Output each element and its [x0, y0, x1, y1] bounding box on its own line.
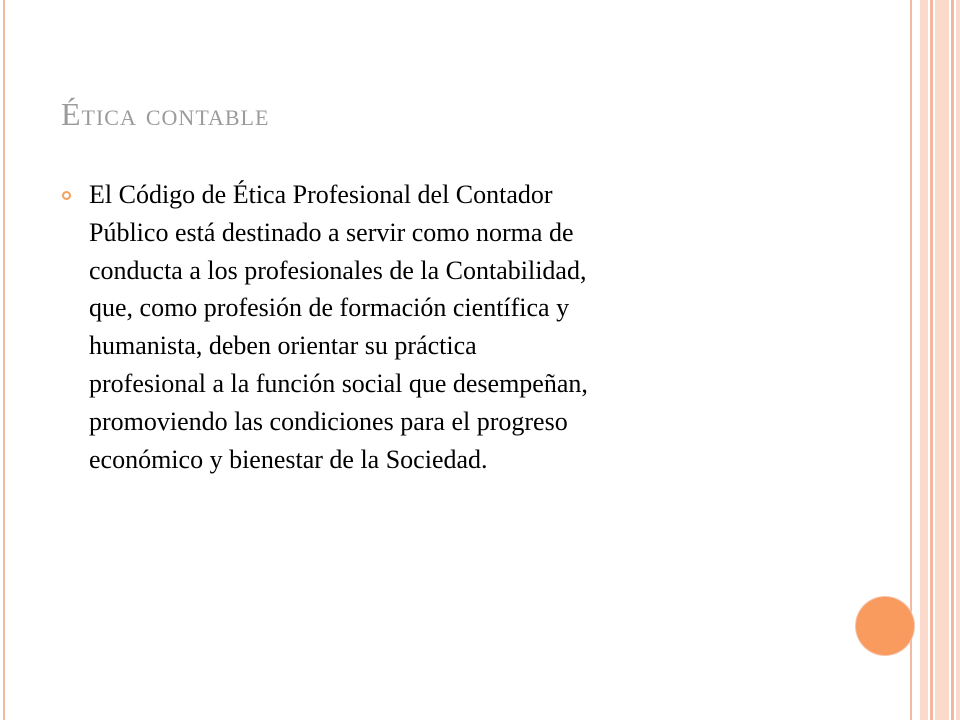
- stripe: [956, 0, 960, 720]
- body-text-line: económico y bienestar de la Sociedad.: [89, 444, 488, 474]
- bullet-list: [62, 176, 802, 478]
- decorative-stripes: [920, 0, 960, 720]
- stripe: [930, 0, 933, 720]
- slide-title: Ética contable: [61, 96, 270, 132]
- accent-circle-icon: [856, 597, 914, 655]
- list-item: [62, 176, 802, 478]
- stripe: [951, 0, 954, 720]
- bullet-ring-icon: [62, 191, 71, 200]
- body-text-line: que, como profesión de formación científica y: [89, 293, 570, 323]
- stripe: [920, 0, 928, 720]
- body-text-line: El Código de Ética Profesional del Contador: [89, 180, 553, 209]
- body-text-line: humanista, deben orientar su práctica: [89, 331, 477, 361]
- body-text-line: profesional a la función social que desempeñan,: [89, 368, 588, 398]
- stripe: [935, 0, 949, 720]
- body-text-line: Público está destinado a servir como norma de: [89, 217, 574, 247]
- body-text-line: promoviendo las condiciones para el progreso: [89, 406, 568, 436]
- body-text-line: conducta a los profesionales de la Contabilidad,: [89, 255, 587, 285]
